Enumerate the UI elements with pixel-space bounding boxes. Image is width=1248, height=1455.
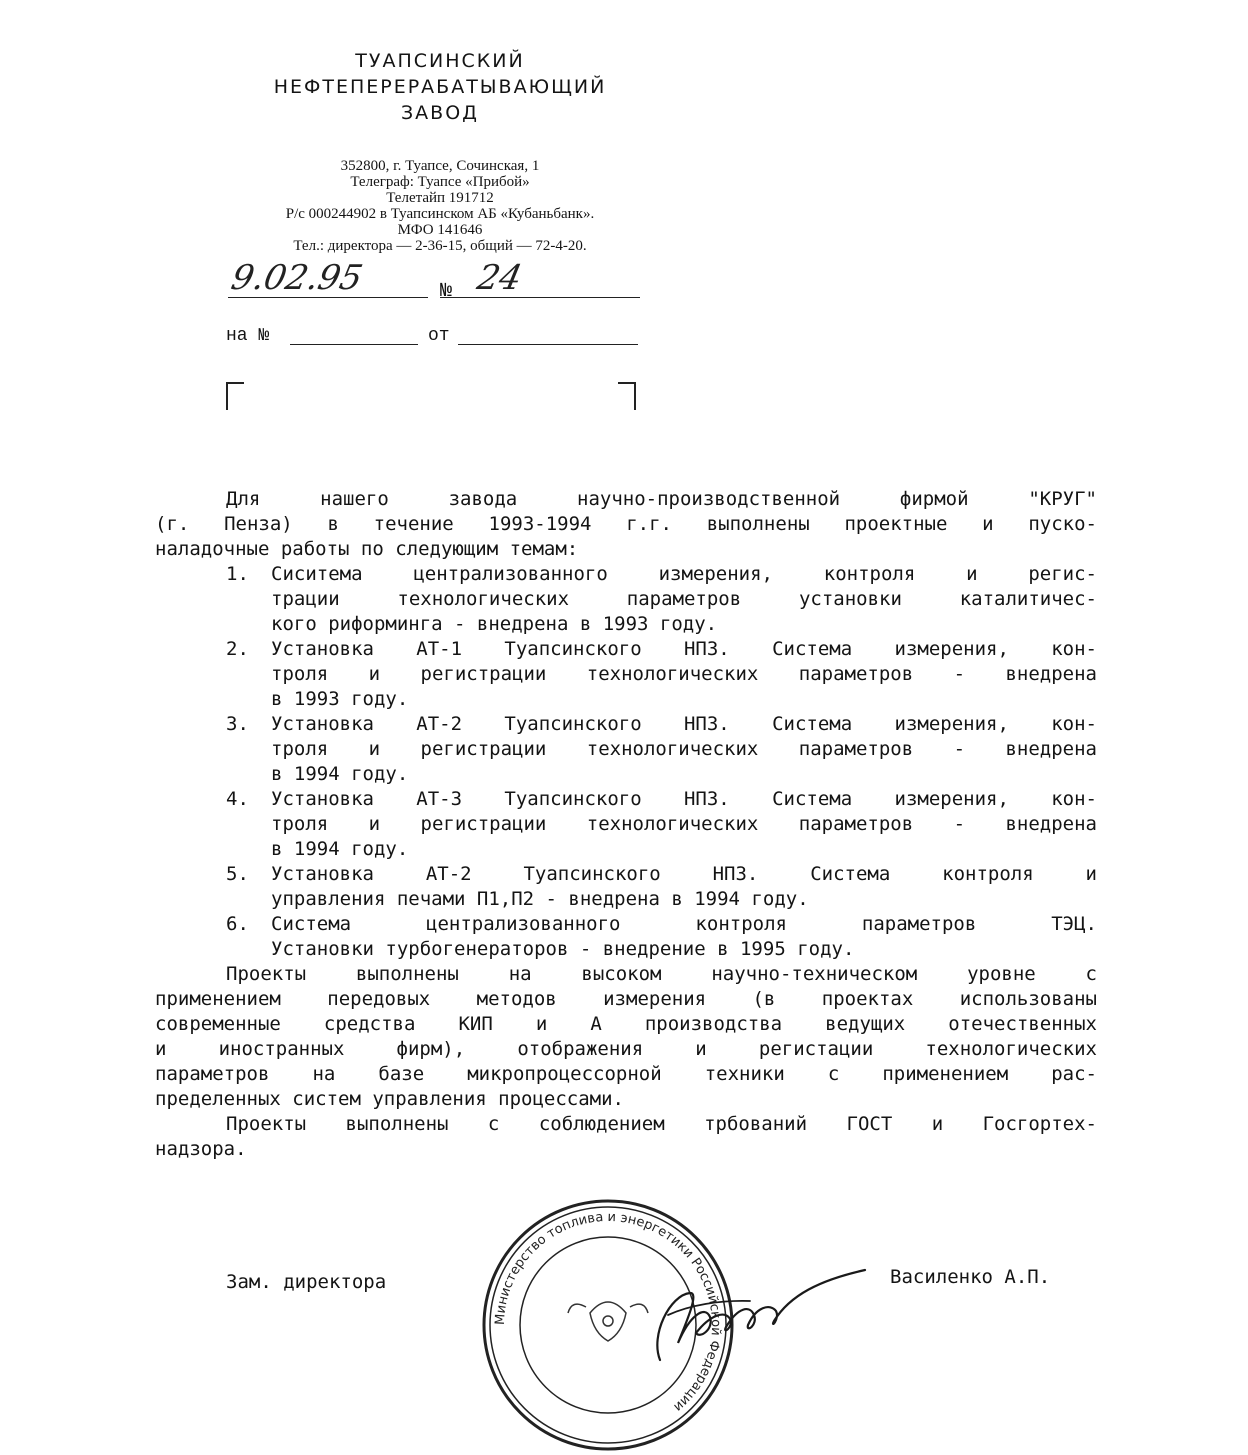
body-line: параметров на базе микропроцессорной техники с применением рас-: [155, 1063, 1097, 1085]
address-line: МФО 141646: [397, 222, 483, 238]
item-number: 6.: [226, 913, 249, 935]
item-number: 3.: [226, 713, 249, 735]
body-line: Проекты выполнены на высоком научно-техническом уровне с: [226, 963, 1097, 985]
item-line: Установка АТ-3 Туапсинского НПЗ. Система измерения, кон-: [271, 788, 1097, 810]
stamp-text-path: Министерство топлива и энергетики Российской Федерации: [492, 1209, 724, 1415]
body-line: наладочные работы по следующим темам:: [155, 538, 579, 560]
item-line: в 1993 году.: [271, 688, 409, 710]
address-line: Р/с 000244902 в Туапсинском АБ «Кубаньбанк».: [285, 206, 595, 222]
signatory-name: Василенко А.П.: [890, 1266, 1051, 1288]
item-line: Установки турбогенераторов - внедрение в 1995 году.: [271, 938, 855, 960]
address-line: Тел.: директора — 2-36-15, общий — 72-4-20.: [293, 238, 587, 254]
org-line: ЗАВОД: [400, 102, 479, 124]
body-line: Для нашего завода научно-производственной фирмой "КРУГ": [226, 488, 1097, 510]
handwritten-date: 9.02.95: [227, 258, 367, 298]
number-label: №: [440, 280, 453, 303]
item-number: 2.: [226, 638, 249, 660]
item-number: 5.: [226, 863, 249, 885]
item-line: Установка АТ-1 Туапсинского НПЗ. Система измерения, кон-: [271, 638, 1097, 660]
address-line: 352800, г. Туапсе, Сочинская, 1: [340, 158, 540, 174]
body-line: пределенных систем управления процессами.: [155, 1088, 624, 1110]
reference-from-label: от: [428, 326, 450, 346]
reference-number-label: на №: [226, 326, 270, 346]
item-line: трации технологических параметров установки каталитичес-: [271, 588, 1097, 610]
org-line: НЕФТЕПЕРЕРАБАТЫВАЮЩИЙ: [273, 76, 607, 98]
handwritten-signature: [630, 1255, 880, 1375]
item-line: троля и регистрации технологических параметров - внедрена: [271, 813, 1097, 835]
body-line: и иностранных фирм), отображения и регистации технологических: [155, 1038, 1097, 1060]
body-line: современные средства КИП и А производства ведущих отечественных: [155, 1013, 1097, 1035]
item-line: в 1994 году.: [271, 838, 409, 860]
item-line: троля и регистрации технологических параметров - внедрена: [271, 663, 1097, 685]
item-line: Установка АТ-2 Туапсинского НПЗ. Система измерения, кон-: [271, 713, 1097, 735]
item-line: Система централизованного контроля параметров ТЭЦ.: [271, 913, 1097, 935]
signatory-title: Зам. директора: [226, 1271, 387, 1293]
item-line: троля и регистрации технологических параметров - внедрена: [271, 738, 1097, 760]
org-line: ТУАПСИНСКИЙ: [355, 50, 525, 72]
item-line: Установка АТ-2 Туапсинского НПЗ. Система контроля и: [271, 863, 1097, 885]
item-number: 1.: [226, 563, 249, 585]
item-line: кого риформинга - внедрена в 1993 году.: [271, 613, 718, 635]
item-line: в 1994 году.: [271, 763, 409, 785]
address-line: Телеграф: Туапсе «Прибой»: [350, 174, 530, 190]
item-line: управления печами П1,П2 - внедрена в 1994 году.: [271, 888, 809, 910]
item-number: 4.: [226, 788, 249, 810]
body-line: (г. Пенза) в течение 1993-1994 г.г. выполнены проектные и пуско-: [155, 513, 1097, 535]
address-line: Телетайп 191712: [386, 190, 494, 206]
body-line: надзора.: [155, 1138, 247, 1160]
handwritten-number: 24: [473, 258, 526, 298]
body-line: Проекты выполнены с соблюдением трбований ГОСТ и Госгортех-: [226, 1113, 1097, 1135]
item-line: Сиситема централизованного измерения, контроля и регис-: [271, 563, 1097, 585]
body-line: применением передовых методов измерения (в проектах использованы: [155, 988, 1097, 1010]
